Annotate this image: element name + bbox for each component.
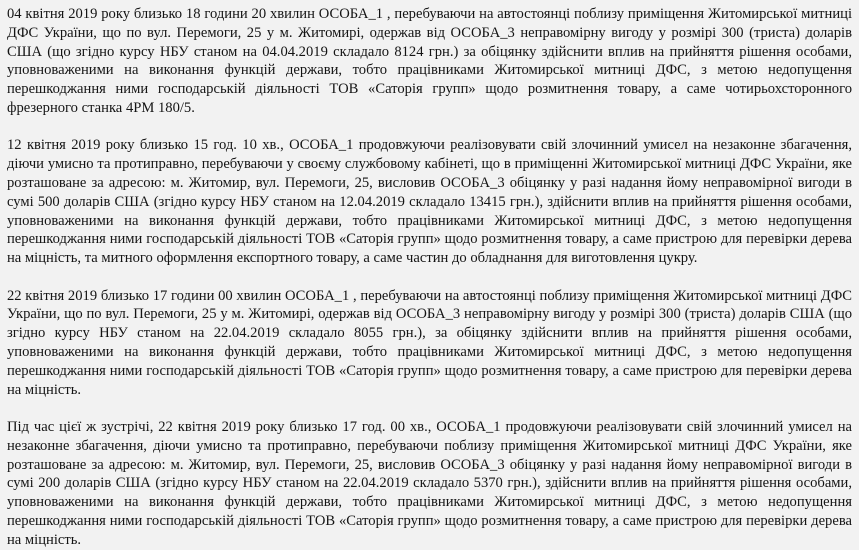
- paragraph-april-22: 22 квітня 2019 близько 17 години 00 хвилин ОСОБА_1 , перебуваючи на автостоянці поблизу приміщення Житомирської митниці ДФС України, що по вул. Перемоги, 25 у м. Житомирі, одержав від ОСОБА_3 неправомірну вигоду у розмірі 300 (триста) доларів США (що згідно курсу НБУ станом на 22.04.2019 складало 8055 грн.), за обіцянку здійснити вплив на прийняття рішення особами, уповноваженими на виконання функцій держави, тобто працівниками Житомирської митниці ДФС, з метою недопущення перешкоджання ними господарській діяльності ТОВ «Саторія групп» щодо розмитнення товару, а саме пристрою для перевірки дерева на міцність.: [7, 287, 852, 398]
- paragraph-april-12: 12 квітня 2019 року близько 15 год. 10 хв., ОСОБА_1 продовжуючи реалізовувати свій злочинний умисел на незаконне збагачення, діючи умисно та протиправно, перебуваючи у своєму службовому кабінеті, що в приміщенні Житомирської митниці ДФС України, яке розташоване за адресою: м. Житомир, вул. Перемоги, 25, висловив ОСОБА_3 обіцянку у разі надання йому неправомірної вигоди в сумі 500 доларів США (згідно курсу НБУ станом на 12.04.2019 складало 13415 грн.), здійснити вплив на прийняття рішення особами, уповноваженими на виконання функцій держави, тобто працівниками Житомирської митниці ДФС, з метою недопущення перешкоджання ними господарській діяльності ТОВ «Саторія групп» щодо розмитнення товару, а саме пристрою для перевірки дерева на міцність, та митного оформлення експортного товару, а саме частин до обладнання для виготовлення цукру.: [7, 137, 852, 267]
- paragraph-april-04: 04 квітня 2019 року близько 18 години 20 хвилин ОСОБА_1 , перебуваючи на автостоянці поблизу приміщення Житомирської митниці ДФС України, що по вул. Перемоги, 25 у м. Житомирі, одержав від ОСОБА_3 неправомірну вигоду у розмірі 300 (триста) доларів США (що згідно курсу НБУ станом на 04.04.2019 складало 8124 грн.) за обіцянку здійснити вплив на прийняття рішення особами, уповноваженими на виконання функцій держави, тобто працівниками Житомирської митниці ДФС, з метою недопущення перешкоджання ними господарській діяльності ТОВ «Саторія групп» щодо розмитнення товару, а саме чотирьохсторонного фрезерного станка 4РМ 180/5.: [7, 6, 852, 116]
- paragraph-same-meeting: Під час цієї ж зустрічі, 22 квітня 2019 року близько 17 год. 00 хв., ОСОБА_1 продовжуючи реалізовувати свій злочинний умисел на незаконне збагачення, діючи умисно та протиправно, перебуваючи поблизу приміщення Житомирської митниці ДФС України, яке розташоване за адресою: м. Житомир, вул. Перемоги, 25, висловив ОСОБА_3 обіцянку у разі надання йому неправомірної вигоди в сумі 200 доларів США (згідно курсу НБУ станом на 22.04.2019 складало 5370 грн.), здійснити вплив на прийняття рішення особами, уповноваженими на виконання функцій держави, тобто працівниками Житомирської митниці ДФС, з метою недопущення перешкоджання ними господарській діяльності ТОВ «Саторія групп» щодо розмитнення товару, а саме пристрою для перевірки дерева на міцність.: [7, 418, 852, 548]
